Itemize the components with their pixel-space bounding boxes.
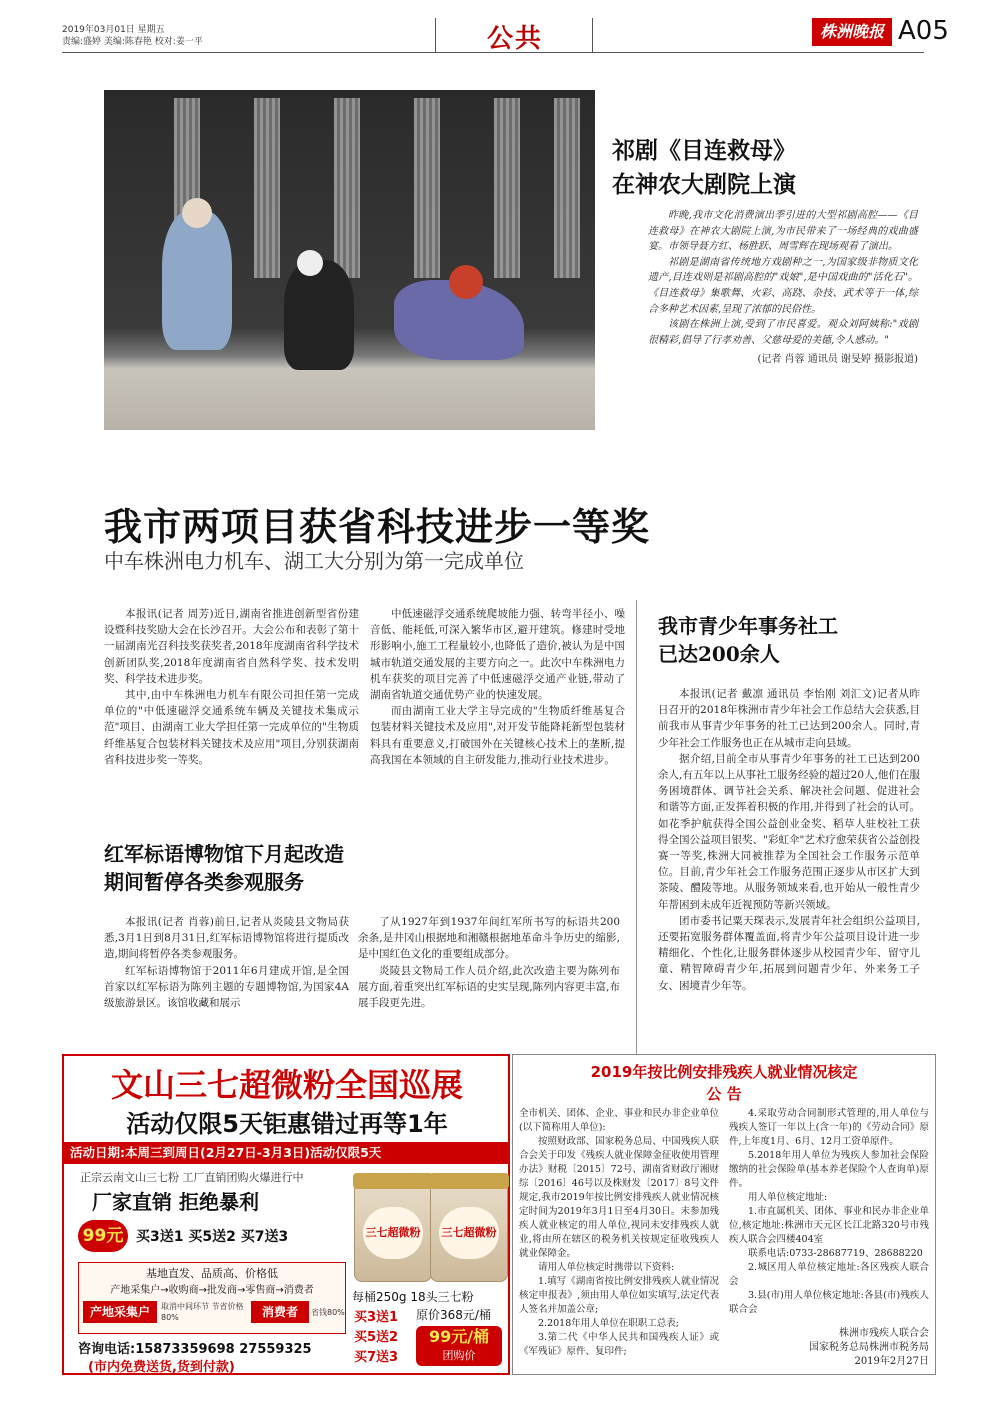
- notice-right-col: 4.采取劳动合同制形式管理的,用人单位与残疾人签订一年以上(含一年)的《劳动合同》原件,上年度1月、6月、12月工资单原件。 5.2018年用人单位为残疾人参加社会保险缴纳的社会保险单(基本养老保险个人查询单)原件。 用人单位核定地址: 1.市直属机关、团体、事业和民办非企业单位,核定地址:株洲市天元区长江北路320号市残疾人联合会四楼404室 联系电话:0733-28687719、28688220 2.城区用人单位核定地址:各区残疾人联合会 3.县(市)用人单位核定地址:各县(市)残疾人联合会: [729, 1108, 929, 1315]
- performer-figure: [162, 210, 232, 350]
- museum-story-title: 红军标语博物馆下月起改造 期间暂停各类参观服务: [104, 842, 344, 894]
- photo-story-body: 昨晚,我市文化消费演出季引进的大型祁剧高腔——《目连救母》在神农大剧院上演,为市民带来了一场经典的戏曲盛宴。市领导聂方红、杨胜跃、周雪辉在现场观看了演出。 祁剧是湖南省传统地方戏剧种之一,为国家级非物质文化遗产,目连戏则是祁剧高腔的"戏娘",是中国戏曲的"活化石"。《目连救母》集歌舞、火彩、高跷、杂技、武术等于一体,综合多种艺术因素,呈现了浓郁的民俗性。 该剧在株洲上演,受到了市民喜爱。观众刘阿姨称:"戏剧很精彩,倡导了行孝劝善、父慈母爱的美德,令人感动。" (记者 肖蓉 通讯员 谢旻婷 摄影报道): [648, 208, 918, 368]
- notice-subtitle: 公 告: [706, 1085, 742, 1103]
- ad-slogan: 活动仅限5天钜惠错过再等1年: [126, 1110, 448, 1138]
- main-story-col1: 本报讯(记者 周芳)近日,湖南省推进创新型省份建设暨科技奖励大会在长沙召开。大会公布和表彰了第十一届湖南光召科技奖获奖者,2018年度湖南省科学技术创新团队奖,2018年度湖南省自然科学奖、技术发明奖、科学技术进步奖。 其中,由中车株洲电力机车有限公司担任第一完成单位的"中低速磁浮交通系统车辆及关键技术集成示范"项目、由湖南工业大学担任第一完成单位的"生物质纤维基复合包装材料关键技术及应用"项目,分别获湖南省科技进步奖一等奖。: [104, 608, 359, 766]
- page-number: A05: [898, 16, 949, 46]
- performer-mask: [449, 265, 483, 299]
- ad-phone: 咨询电话:15873359698 27559325: [78, 1342, 312, 1357]
- main-subhead: 中车株洲电力机车、湖工大分别为第一完成单位: [104, 549, 524, 573]
- opera-stage-photo: [104, 90, 595, 430]
- header-divider: [592, 18, 593, 52]
- performer-mask: [297, 250, 323, 276]
- main-story-col2: 中低速磁浮交通系统爬坡能力强、转弯半径小、噪音低、能耗低,可深入繁华市区,避开建筑。修建时受地形影响小,施工工程量较小,也降低了造价,被认为是中国城市轨道交通发展的主要方向之一。此次中车株洲电力机车获奖的项目完善了中低速磁浮交通产业链,带动了湖南省轨道交通优势产业的快速发展。 而由湖南工业大学主导完成的"生物质纤维基复合包装材料关键技术及应用",对开发节能降耗新型包装材料具有重要意义,打破国外在关键核心技术上的垄断,提高我国在本领域的自主研发能力,推动行业技术进步。: [370, 608, 625, 766]
- section-name: 公共: [486, 24, 543, 54]
- photo-story-title: 祁剧《目连救母》 在神农大剧院上演: [612, 137, 796, 198]
- notice-signature: 株洲市残疾人联合会 国家税务总局株洲市税务局 2019年2月27日: [809, 1328, 929, 1367]
- supply-chain-box: 基地直发、品质高、价格低 产地采集户→收购商→批发商→零售商→消费者 产地采集户 取消中间环节 节省价格80% 消费者 省钱80%: [78, 1262, 346, 1334]
- ad-buy-offer-1: 买3送1: [354, 1310, 399, 1325]
- price-badge: 99元: [78, 1220, 128, 1252]
- sanqi-advertisement: [62, 1054, 510, 1375]
- column-divider: [636, 600, 637, 1060]
- product-jar: 三七超微粉: [430, 1182, 508, 1282]
- museum-story-col2: 了从1927年到1937年间红军所书写的标语共200余条,是井冈山根据地和湘赣根据地革命斗争历史的缩影,是中国红色文化的重要组成部分。 炎陵县文物局工作人员介绍,此次改造主要为陈列布展方面,着重突出红军标语的史实呈现,陈列内容更丰富,布展手段更先进。: [358, 916, 621, 1010]
- masthead-meta: [62, 24, 203, 48]
- header-divider: [435, 18, 436, 52]
- ad-buy-offer-2: 买5送2: [354, 1330, 399, 1345]
- ad-offer: 买3送1 买5送2 买7送3: [136, 1229, 289, 1245]
- promo-price-badge: 99元/桶 团购价: [416, 1326, 502, 1366]
- ad-origin: 正宗云南文山三七粉 工厂直销团购火爆进行中: [80, 1171, 304, 1184]
- ad-title: 文山三七超微粉全国巡展: [110, 1066, 463, 1104]
- issue-date: 2019年03月01日 星期五: [62, 25, 165, 35]
- notice-left-col: 全市机关、团体、企业、事业和民办非企业单位(以下简称用人单位): 按照财政部、国家税务总局、中国残疾人联合会关于印发《残疾人就业保障金征收使用管理办法》财税〔2015〕72号、湖南省财政厅湘财综〔2016〕46号以及株财发〔2017〕8号文件规定,我市2019年按比例安排残疾人就业情况核定时间为2019年3月1日至4月30日。未参加残疾人就业核定的用人单位,视同未安排残疾人就业,将由所在辖区的税务机关按规定征收残疾人就业保障金。 请用人单位核定时携带以下资料: 1.填写《湖南省按比例安排残疾人就业情况核定申报表》,须由用人单位如实填写,法定代表人签名并加盖公章; 2.2018年用人单位在职职工总表; 3.第二代《中华人民共和国残疾人证》或《军残证》原件、复印件;: [519, 1108, 719, 1357]
- product-jar: 三七超微粉: [354, 1182, 432, 1282]
- youth-story-body: 本报讯(记者 戴凛 通讯员 李怡刚 刘汇文)记者从昨日召开的2018年株洲市青少年社会工作总结大会获悉,目前我市从事青少年事务的社工已达到200余人。同时,青少年社会工作服务也正在从城市走向县域。 据介绍,目前全市从事青少年事务的社工已达到200余人,有五年以上从事社工服务经验的超过20人,他们在服务困境群体、调节社会关系、解决社会问题、促进社会和谐等方面,正发挥着积极的作用,并得到了社会的认可。如花季护航获得全国公益创业金奖、稻草人驻校社工获得全国公益项目银奖、"彩虹伞"艺术疗愈荣获省公益创投赛一等奖,株洲大同被推荐为全国社会工作服务示范单位。目前,青少年社会工作服务范围正逐步从市区扩大到茶陵、醴陵等地。从服务领域来看,也开始从一般性青少年帮困到未成年近视预防等新兴领域。 团市委书记粟天琛表示,发展青年社会组织公益项目,还要拓宽服务群体覆盖面,将青少年公益项目设计进一步精细化、个性化,让服务群体逐步从校园青少年、留守儿童、精智障碍青少年,拓展到问题青少年、外来务工子女、困境青少年等。: [658, 688, 920, 992]
- newspaper-logo: 株洲晚报: [812, 18, 892, 46]
- disability-employment-notice: [512, 1054, 936, 1375]
- ad-direct-sale: 厂家直销 拒绝暴利: [92, 1190, 259, 1214]
- performer-mask: [182, 198, 212, 228]
- youth-story-title: 我市青少年事务社工 已达200余人: [658, 614, 838, 666]
- ad-dates: 活动日期:本周三到周日(2月27日-3月3日)活动仅限5天: [64, 1142, 508, 1164]
- ad-original-price: 原价368元/桶: [416, 1308, 491, 1322]
- main-headline: 我市两项目获省科技进步一等奖: [104, 505, 651, 549]
- notice-title: 2019年按比例安排残疾人就业情况核定: [590, 1063, 858, 1081]
- ad-spec: 每桶250g 18头三七粉: [352, 1290, 474, 1304]
- photo-credit: (记者 肖蓉 通讯员 谢旻婷 摄影报道): [757, 354, 918, 366]
- museum-story-col1: 本报讯(记者 肖蓉)前日,记者从炎陵县文物局获悉,3月1日到8月31日,红军标语博物馆将进行提质改造,期间将暂停各类参观服务。 红军标语博物馆于2011年6月建成开馆,是全国首家以红军标语为陈列主题的专题博物馆,为国家4A级旅游景区。该馆收藏和展示: [104, 916, 349, 1010]
- ad-buy-offer-3: 买7送3: [354, 1350, 399, 1365]
- performer-figure: [284, 260, 354, 370]
- ad-delivery: (市内免费送货,货到付款): [88, 1360, 235, 1375]
- editor-credits: 责编:盛婷 美编:陈春艳 校对:姜一平: [62, 37, 203, 47]
